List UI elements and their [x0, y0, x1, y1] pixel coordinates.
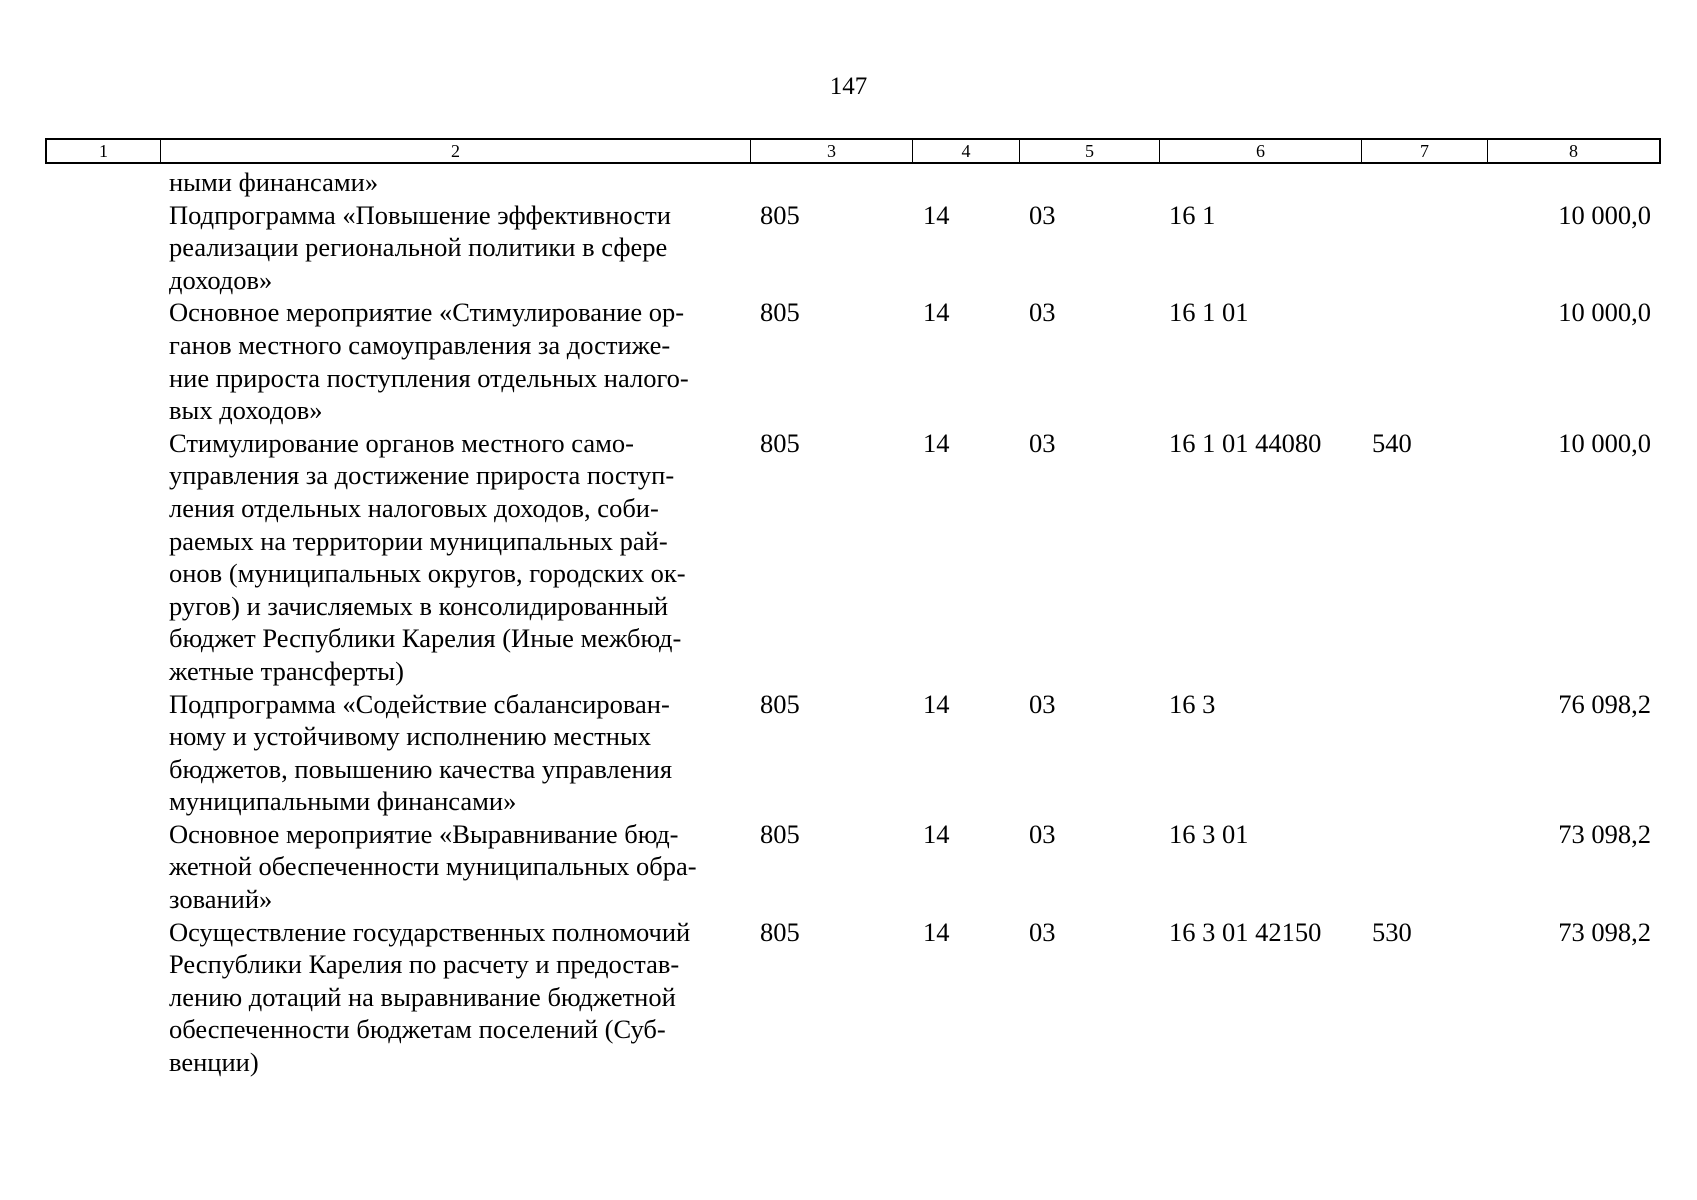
section-code-cell: 14: [923, 818, 950, 849]
description-line: ганов местного самоуправления за достиже-: [169, 329, 671, 360]
ministry-code-cell: 805: [760, 199, 800, 230]
description-line: Основное мероприятие «Стимулирование ор-: [169, 297, 685, 328]
description-line: венции): [169, 1047, 259, 1078]
target-article-cell: 16 3 01: [1169, 818, 1249, 849]
table-row: [45, 199, 1661, 297]
description-line: бюджет Республики Карелия (Иные межбюд-: [169, 623, 682, 654]
description-line: вых доходов»: [169, 395, 323, 426]
description-line: раемых на территории муниципальных рай-: [169, 525, 668, 556]
description-line: управления за достижение прироста поступ-: [169, 460, 675, 491]
amount-cell: 10 000,0: [1558, 297, 1651, 328]
target-article-cell: [1158, 166, 1360, 199]
target-article-cell: 16 3 01 42150: [1169, 916, 1322, 947]
amount-cell: 10 000,0: [1558, 199, 1651, 230]
description-line: онов (муниципальных округов, городских ок-: [169, 558, 686, 589]
description-line: жетной обеспеченности муниципальных обра-: [169, 851, 697, 882]
section-code-cell: 14: [923, 916, 950, 947]
header-cell-1: 1: [47, 140, 161, 162]
subsection-code-cell: 03: [1029, 297, 1056, 328]
expense-type-cell: [1360, 818, 1486, 916]
description-line: зований»: [169, 884, 273, 915]
expense-type-cell: 530: [1372, 916, 1412, 947]
section-code-cell: 14: [923, 688, 950, 719]
table-row: [45, 818, 1661, 916]
description-cell: [159, 199, 749, 297]
header-cell-3: 3: [751, 140, 913, 162]
ministry-code-cell: 805: [760, 818, 800, 849]
expense-type-cell: 540: [1372, 427, 1412, 458]
section-code-cell: [911, 166, 1018, 199]
budget-table-body: [45, 166, 1661, 1079]
description-cell: [159, 688, 749, 818]
amount-cell: 10 000,0: [1558, 427, 1651, 458]
description-line: жетные трансферты): [169, 655, 404, 686]
description-line: Подпрограмма «Содействие сбалансирован-: [169, 688, 670, 719]
col-1-cell: [45, 199, 159, 297]
subsection-code-cell: 03: [1029, 427, 1056, 458]
description-cell: [159, 818, 749, 916]
page-number: 147: [829, 73, 868, 100]
amount-cell: 76 098,2: [1558, 688, 1651, 719]
ministry-code-cell: 805: [760, 916, 800, 947]
expense-type-cell: [1360, 199, 1486, 297]
description-cell: [159, 427, 749, 688]
target-article-cell: 16 3: [1169, 688, 1216, 719]
col-1-cell: [45, 296, 159, 426]
description-line: обеспеченности бюджетам поселений (Суб-: [169, 1014, 666, 1045]
description-cell: [159, 296, 749, 426]
description-line: Стимулирование органов местного само-: [169, 427, 634, 458]
expense-type-cell: [1360, 166, 1486, 199]
ministry-code-cell: [749, 166, 911, 199]
description-line: реализации региональной политики в сфере: [169, 232, 668, 263]
header-cell-7: 7: [1362, 140, 1488, 162]
description-line: лению дотаций на выравнивание бюджетной: [169, 981, 676, 1012]
table-row: [45, 427, 1661, 688]
subsection-code-cell: 03: [1029, 688, 1056, 719]
description-cell: [159, 916, 749, 1079]
table-row: [45, 916, 1661, 1079]
subsection-code-cell: 03: [1029, 818, 1056, 849]
description-line: ному и устойчивому исполнению местных: [169, 721, 652, 752]
subsection-code-cell: 03: [1029, 199, 1056, 230]
col-1-cell: [45, 427, 159, 688]
amount-cell: [1486, 166, 1661, 199]
section-code-cell: 14: [923, 297, 950, 328]
description-cell: [159, 166, 749, 199]
ministry-code-cell: 805: [760, 688, 800, 719]
description-line: ругов) и зачисляемых в консолидированный: [169, 590, 669, 621]
header-cell-5: 5: [1020, 140, 1160, 162]
table-row: [45, 166, 1661, 199]
col-1-cell: [45, 166, 159, 199]
table-row: [45, 296, 1661, 426]
target-article-cell: 16 1: [1169, 199, 1216, 230]
col-1-cell: [45, 688, 159, 818]
amount-cell: 73 098,2: [1558, 916, 1651, 947]
description-line: Республики Карелия по расчету и предостав-: [169, 949, 680, 980]
section-code-cell: 14: [923, 199, 950, 230]
header-cell-6: 6: [1160, 140, 1362, 162]
description-line: муниципальными финансами»: [169, 786, 517, 817]
subsection-code-cell: [1018, 166, 1158, 199]
col-1-cell: [45, 916, 159, 1079]
description-line: ние прироста поступления отдельных налого-: [169, 362, 689, 393]
description-line: бюджетов, повышению качества управления: [169, 753, 673, 784]
col-1-cell: [45, 818, 159, 916]
table-header: [45, 138, 1661, 164]
header-cell-8: 8: [1569, 141, 1578, 161]
amount-cell: 73 098,2: [1558, 818, 1651, 849]
description-line: Осуществление государственных полномочий: [169, 916, 691, 947]
description-line: ными финансами»: [169, 167, 379, 197]
target-article-cell: 16 1 01 44080: [1169, 427, 1322, 458]
ministry-code-cell: 805: [760, 297, 800, 328]
description-line: ления отдельных налоговых доходов, соби-: [169, 492, 659, 523]
section-code-cell: 14: [923, 427, 950, 458]
target-article-cell: 16 1 01: [1169, 297, 1249, 328]
header-cell-4: 4: [913, 140, 1020, 162]
table-row: [45, 688, 1661, 818]
expense-type-cell: [1360, 296, 1486, 426]
description-line: Основное мероприятие «Выравнивание бюд-: [169, 818, 679, 849]
description-line: Подпрограмма «Повышение эффективности: [169, 199, 671, 230]
expense-type-cell: [1360, 688, 1486, 818]
ministry-code-cell: 805: [760, 427, 800, 458]
description-line: доходов»: [169, 264, 273, 295]
subsection-code-cell: 03: [1029, 916, 1056, 947]
header-cell-2: 2: [161, 140, 751, 162]
